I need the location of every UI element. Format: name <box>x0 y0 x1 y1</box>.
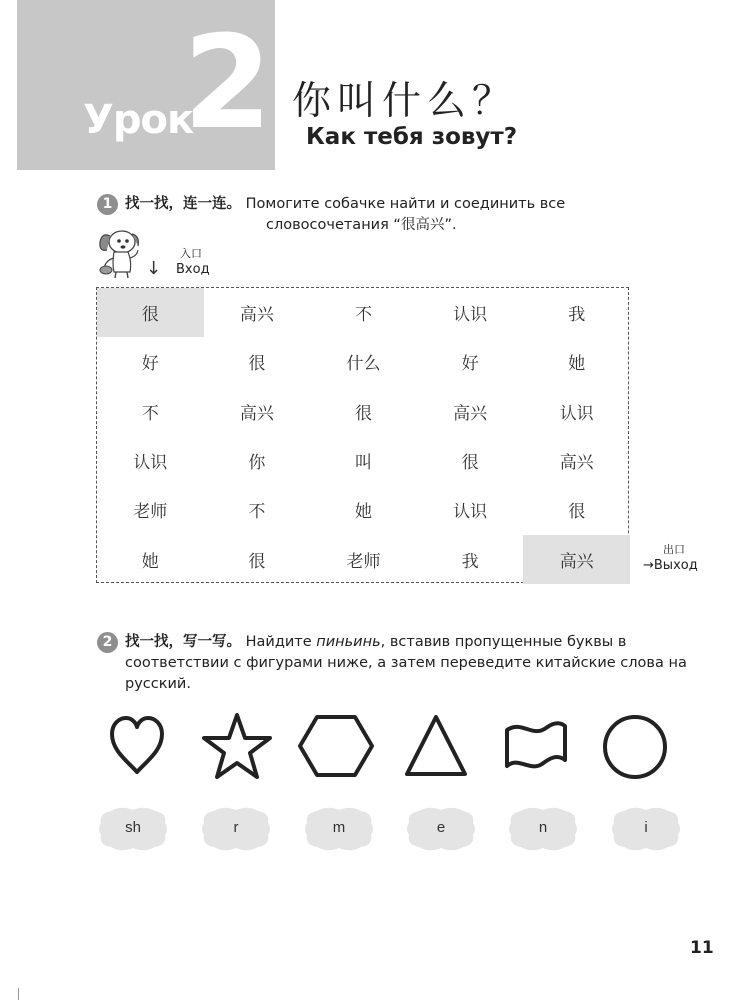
blob-letter-label: e <box>436 819 446 836</box>
exercise-1-instruction <box>125 194 565 215</box>
blob-letter-label: r <box>233 819 239 836</box>
exercise-2-instruction-cn: 找一找，写一写。 <box>125 634 241 650</box>
down-arrow-icon: ↓ <box>146 258 162 279</box>
grid-cell[interactable]: 我 <box>461 551 479 572</box>
grid-cell[interactable]: 我 <box>568 305 586 326</box>
grid-cell[interactable]: 认识 <box>133 453 168 474</box>
blob-letter-label: i <box>644 819 648 836</box>
grid-cell[interactable]: 高兴 <box>559 453 594 474</box>
grid-cell[interactable]: 高兴 <box>453 403 488 424</box>
grid-cell[interactable]: 不 <box>354 305 372 326</box>
grid-cell[interactable]: 很 <box>354 403 372 424</box>
exercise-2-instruction-ru-line2: соответствии с фигурами ниже, а затем переведите китайские слова на <box>125 655 687 671</box>
lesson-title-russian: Как тебя зовут? <box>306 124 518 150</box>
grid-cell[interactable]: 老师 <box>133 502 168 523</box>
blob-letter-label: n <box>538 819 548 836</box>
lesson-number: 2 <box>183 9 273 158</box>
page-number: 11 <box>690 938 714 958</box>
exit-label-ru: →Выход <box>643 558 698 573</box>
exercise-1-instruction-ru-line2: словосочетания “很高兴”. <box>266 217 457 233</box>
entrance-label-ru: Вход <box>176 262 210 277</box>
grid-cell[interactable]: 高兴 <box>239 403 274 424</box>
grid-cell[interactable]: 很 <box>97 288 204 337</box>
grid-cell[interactable]: 好 <box>141 354 159 375</box>
exercise-1-instruction-ru-line1: Помогите собачке найти и соединить все <box>245 196 566 212</box>
grid-cell[interactable]: 你 <box>248 453 266 474</box>
exercise-2-instruction-ru-em: пиньинь <box>316 634 381 650</box>
flag-icon <box>502 716 570 774</box>
lesson-word: Урок <box>83 97 194 143</box>
word-maze-grid <box>96 287 629 583</box>
exercise-1-badge: 1 <box>97 194 118 215</box>
exercise-1-instruction-cn: 找一找，连一连。 <box>125 196 241 212</box>
exercise-2-instruction-ru-pre: Найдите <box>245 634 317 650</box>
grid-cell[interactable]: 很 <box>568 502 586 523</box>
puppy-icon <box>92 228 142 280</box>
grid-cell[interactable]: 她 <box>354 502 372 523</box>
exercise-2-instruction <box>125 632 685 653</box>
grid-cell[interactable]: 高兴 <box>523 535 630 584</box>
grid-cell[interactable]: 她 <box>141 551 159 572</box>
grid-cell[interactable]: 她 <box>568 354 586 375</box>
grid-cell[interactable]: 很 <box>461 453 479 474</box>
grid-cell[interactable]: 好 <box>461 354 479 375</box>
star-icon <box>199 711 275 781</box>
grid-cell[interactable]: 不 <box>248 502 266 523</box>
exercise-2-instruction-ru-line3: русский. <box>125 676 191 692</box>
exit-label-cn: 出口 <box>663 543 685 556</box>
grid-cell[interactable]: 高兴 <box>239 305 274 326</box>
margin-tick <box>18 988 19 1000</box>
grid-cell[interactable]: 叫 <box>354 453 372 474</box>
grid-cell[interactable]: 认识 <box>453 502 488 523</box>
grid-cell[interactable]: 不 <box>141 403 159 424</box>
grid-cell[interactable]: 很 <box>248 354 266 375</box>
heart-icon <box>108 714 166 776</box>
exercise-2-instruction-ru-post: , вставив пропущенные буквы в <box>380 634 627 650</box>
circle-icon <box>600 712 670 782</box>
grid-cell[interactable]: 认识 <box>453 305 488 326</box>
grid-cell[interactable]: 很 <box>248 551 266 572</box>
grid-cell[interactable]: 什么 <box>346 354 381 375</box>
triangle-icon <box>403 712 469 778</box>
grid-cell[interactable]: 老师 <box>346 551 381 572</box>
lesson-title-chinese: 你叫什么？ <box>292 79 518 124</box>
exercise-2-badge: 2 <box>97 632 118 653</box>
entrance-label-cn: 入口 <box>180 247 202 260</box>
blob-letter-label: sh <box>125 819 141 836</box>
grid-cell[interactable]: 认识 <box>559 403 594 424</box>
blob-letter-label: m <box>332 819 346 836</box>
hexagon-icon <box>296 713 376 779</box>
